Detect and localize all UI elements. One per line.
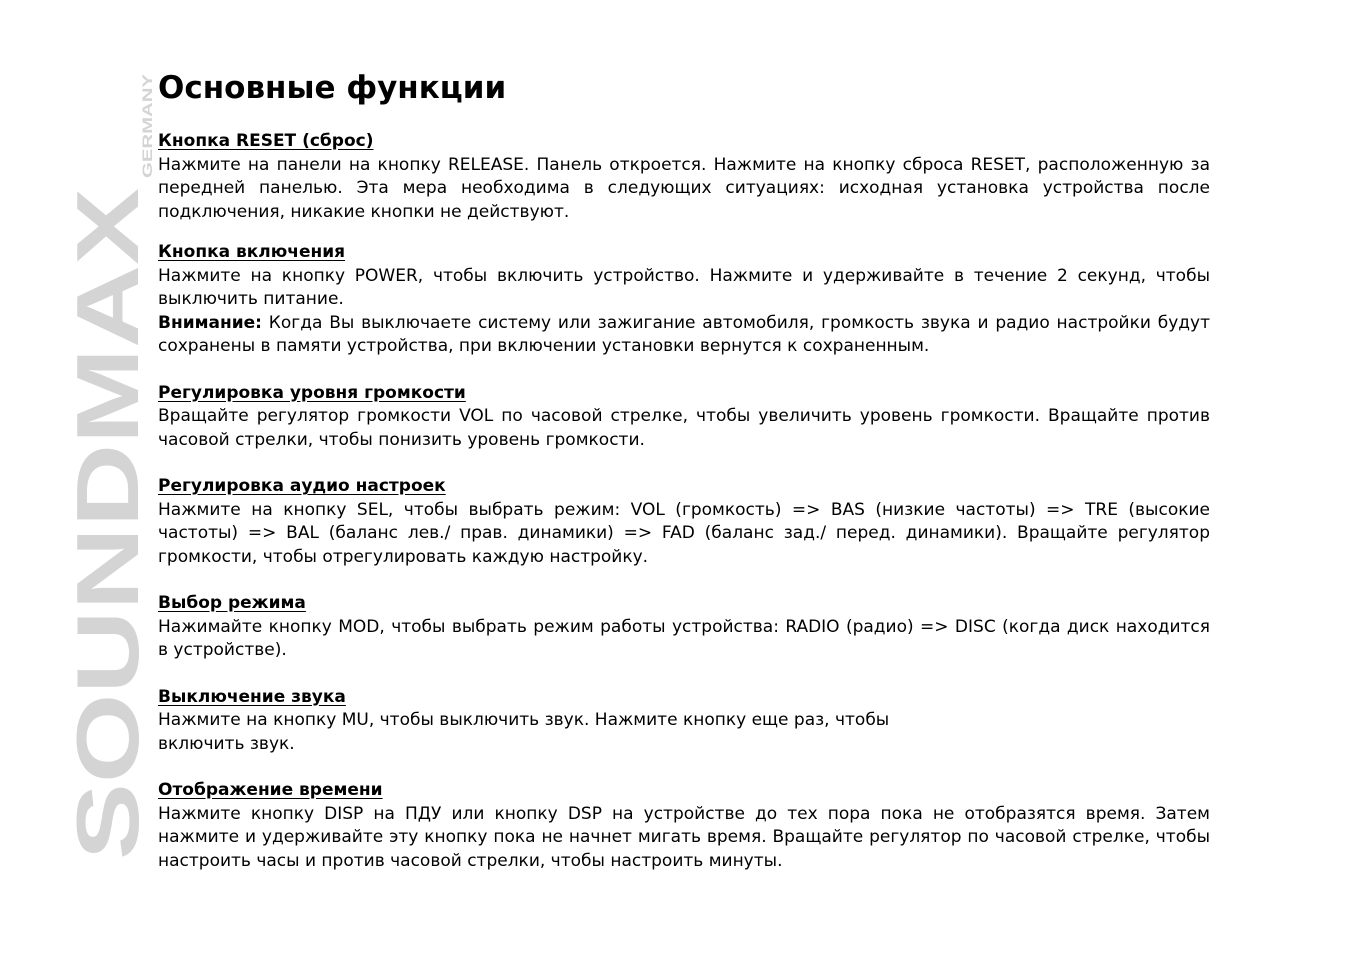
section-audio-settings — [158, 475, 1210, 569]
document-body — [158, 130, 1210, 873]
section-heading: Выключение звука — [158, 686, 346, 707]
section-mode — [158, 592, 1210, 663]
brand-watermark — [58, 70, 158, 870]
section-text: Нажмите на кнопку POWER, чтобы включить устройство. Нажмите и удерживайте в течение 2 секунд, чтобы выключить питание. — [158, 265, 1210, 309]
brand-logo — [58, 70, 158, 870]
section-text: Нажмите кнопку DISP на ПДУ или кнопку DSP на устройстве до тех пора пока не отобразятся время. Затем нажмите и удерживайте эту кнопку пока не начнет мигать время. Вращайте регулятор по часовой стрелке, чтобы настроить часы и против часовой стрелки, чтобы настроить минуты. — [158, 803, 1210, 871]
section-heading: Кнопка включения — [158, 242, 346, 262]
section-reset — [158, 130, 1210, 224]
warning-note — [158, 312, 1210, 359]
section-text: Нажмите на кнопку SEL, чтобы выбрать режим: VOL (громкость) => BAS (низкие частоты) => TRE (высокие частоты) => BAL (баланс лев./ прав. динамики) => FAD (баланс зад./ перед. динамики). Вращайте регулятор громкости, чтобы отрегулировать каждую настройку. — [158, 499, 1210, 567]
section-text: Нажмите на панели на кнопку RELEASE. Панель откроется. Нажмите на кнопку сброса RESET, расположенную за передней панелью. Эта мера необходима в следующих ситуациях: исходная установка устройства после подключения, никакие кнопки не действуют. — [158, 154, 1210, 222]
section-text: Нажимайте кнопку MOD, чтобы выбрать режим работы устройства: RADIO (радио) => DISC (когда диск находится в устройстве). — [158, 616, 1210, 660]
section-volume — [158, 382, 1210, 453]
section-text: Вращайте регулятор громкости VOL по часовой стрелке, чтобы увеличить уровень громкости. Вращайте против часовой стрелки, чтобы понизить уровень громкости. — [158, 406, 1210, 450]
section-heading: Регулировка аудио настроек — [158, 476, 446, 496]
section-heading: Выбор режима — [158, 593, 306, 613]
section-clock — [158, 779, 1210, 873]
section-text-line2: включить звук. — [158, 733, 295, 754]
section-heading: Регулировка уровня громкости — [158, 382, 466, 403]
warning-label: Внимание: — [158, 312, 262, 333]
section-heading: Кнопка RESET (сброс) — [158, 131, 374, 151]
section-power — [158, 241, 1210, 359]
section-heading: Отображение времени — [158, 780, 383, 800]
brand-name: SOUNDMAX — [58, 346, 157, 860]
section-mute — [158, 686, 1210, 757]
brand-sub: GERMANY — [139, 106, 155, 178]
page-title: Основные функции — [158, 70, 507, 106]
warning-text: Когда Вы выключаете систему или зажигание автомобиля, громкость звука и радио настройки будут сохранены в памяти устройства, при включении установки вернутся к сохраненным. — [158, 312, 1210, 356]
section-text-line1: Нажмите на кнопку MU, чтобы выключить звук. Нажмите кнопку еще раз, чтобы — [158, 710, 890, 730]
